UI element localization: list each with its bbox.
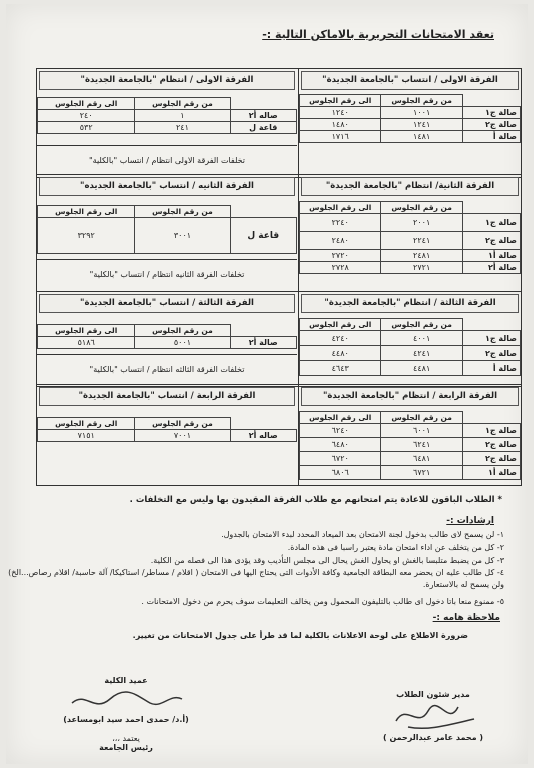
instruction-item: ٢- كل من يتخلف عن اداء امتحان مادة يعتبر راسبا فى هذه المادة. (287, 543, 504, 552)
table-row (300, 361, 521, 376)
year-2-block (36, 174, 522, 292)
to-cell: ٦٢٤٠ (300, 424, 381, 438)
col-from-header: من رقم الجلوس (381, 95, 462, 107)
affairs-title: مدير شئون الطلاب (396, 690, 470, 699)
year-4-block (36, 384, 522, 486)
to-cell: ٦٤٨٠ (300, 438, 381, 452)
room-cell: صالة ج٢ (462, 438, 520, 452)
seating-table (37, 97, 297, 134)
student-affairs-signature (368, 690, 498, 742)
to-cell: ٢٧٢٨ (300, 262, 381, 274)
from-cell: ١ (135, 110, 230, 122)
notes-section (6, 494, 528, 642)
room-cell: صالة أ١ (462, 466, 520, 480)
affairs-name: ( محمد عامر عبدالرحمن ) (383, 733, 483, 742)
to-cell: ٧١٥١ (38, 430, 135, 442)
to-cell: ٥٣٢ (38, 122, 135, 134)
year-1-block (36, 68, 522, 178)
dean-name: (أ.د/ حمدى احمد سيد ابومساعد) (63, 715, 189, 724)
year-2-regular-section (298, 175, 521, 291)
table-row (38, 337, 297, 349)
col-from-header: من رقم الجلوس (135, 325, 230, 337)
table-row (300, 438, 521, 452)
seating-table (37, 324, 297, 349)
dean-signature (46, 676, 206, 752)
table-row (38, 110, 297, 122)
room-cell: صالة ج٢ (462, 346, 520, 361)
from-cell: ٤٤٨١ (381, 361, 462, 376)
from-cell: ١٤٨١ (381, 131, 462, 143)
col-to-header: الى رقم الجلوس (38, 98, 135, 110)
table-row (300, 424, 521, 438)
col-to-header: الى رقم الجلوس (38, 325, 135, 337)
col-to-header: الى رقم الجلوس (38, 418, 135, 430)
section-header: الفرقة الثالثة / انتظام "بالجامعة الجديدة" (301, 294, 519, 313)
instruction-item: ٤- كل طالب عليه ان يحضر معه البطاقة الجامعية وكافة الأدوات التى يحتاج اليها فى الامتحان ( اقلام / مساطر/ استاكيكا/ آلة حاسبة/ اقلام رصاص...الخ) ولن يسمح له بالاستعارة. (8, 568, 504, 589)
from-cell: ٢٤١ (135, 122, 230, 134)
remaining-students-note: * الطلاب الباقون للاعادة يتم امتحانهم مع طلاب الفرقة المقيدون بها وليس مع التخلفات . (129, 495, 502, 505)
table-header-row (38, 325, 297, 337)
table-row (300, 107, 521, 119)
from-cell: ١٢٤١ (381, 119, 462, 131)
seating-table (299, 411, 521, 480)
to-cell: ٢٢٤٠ (300, 214, 381, 232)
seating-table (299, 318, 521, 376)
to-cell: ٥١٨٦ (38, 337, 135, 349)
section-header: الفرقة الرابعة / انتظام "بالجامعة الجديدة" (301, 387, 519, 406)
section-header: الفرقة الثالثة / انتساب "بالجامعة الجديدة" (39, 294, 295, 313)
from-cell: ٤٢٤١ (381, 346, 462, 361)
room-cell: قاعة ل (230, 122, 297, 134)
president-title: رئيس الجامعة (99, 743, 153, 752)
table-row (38, 218, 297, 254)
to-cell: ٦٧٢٠ (300, 452, 381, 466)
document-page (6, 4, 528, 764)
section-header: الفرقة الرابعة / انتساب "بالجامعة الجديدة" (39, 387, 295, 406)
to-cell: ١٤٨٠ (300, 119, 381, 131)
table-row (300, 262, 521, 274)
room-cell: صاله أ٢ (230, 430, 297, 442)
col-to-header: الى رقم الجلوس (300, 412, 381, 424)
from-cell: ١٠٠١ (381, 107, 462, 119)
table-header-row (38, 206, 297, 218)
carryover-note: تخلفات الفرقة الاولى انتظام / انتساب "بالكلية" (37, 145, 297, 176)
seating-table (37, 205, 297, 254)
from-cell: ٥٠٠١ (135, 337, 230, 349)
year-2-external-section (37, 175, 297, 291)
to-cell: ٣٢٩٢ (38, 218, 135, 254)
approval-text: يعتمد ،،، (112, 734, 140, 743)
col-from-header: من رقم الجلوس (381, 412, 462, 424)
room-cell: صالة ج٢ (462, 452, 520, 466)
instruction-item: ٣- كل من يضبط متلبسا بالغش او يحاول الغش يحال الى مجلس التأديب وقد يؤدى هذا الى فصله من الكلية. (150, 556, 504, 565)
to-cell: ١٧١٦ (300, 131, 381, 143)
handwritten-signature (388, 699, 478, 733)
page-title: تعقد الامتحانات التحريرية بالاماكن التالية :- (262, 28, 494, 41)
to-cell: ٤٦٤٣ (300, 361, 381, 376)
room-cell: صالة أ٢ (230, 337, 297, 349)
seating-table (37, 417, 297, 442)
col-to-header: الى رقم الجلوس (300, 95, 381, 107)
table-row (38, 122, 297, 134)
col-from-header: من رقم الجلوس (381, 202, 462, 214)
important-heading: ملاحظة هامه :- (432, 613, 500, 623)
to-cell: ٤٤٨٠ (300, 346, 381, 361)
year-3-block (36, 291, 522, 387)
table-row (300, 466, 521, 480)
to-cell: ٦٨٠٦ (300, 466, 381, 480)
instructions-heading: ارشادات :- (446, 516, 494, 526)
to-cell: ٢٤٨٠ (300, 232, 381, 250)
section-header: الفرقة الاولى / انتساب "بالجامعة الجديدة" (301, 71, 519, 90)
col-from-header: من رقم الجلوس (135, 98, 230, 110)
table-header-row (38, 98, 297, 110)
room-cell: قاعة ل (230, 218, 297, 254)
from-cell: ٢٧٢١ (381, 262, 462, 274)
room-cell: صالة ج١ (462, 424, 520, 438)
table-row (300, 119, 521, 131)
table-row (300, 214, 521, 232)
room-cell: صالة ج١ (462, 107, 520, 119)
from-cell: ٦٢٤١ (381, 438, 462, 452)
to-cell: ٢٧٢٠ (300, 250, 381, 262)
room-cell: صالة أ٢ (462, 262, 520, 274)
room-cell: صاله أ٢ (230, 110, 297, 122)
from-cell: ٤٠٠١ (381, 331, 462, 346)
carryover-note: تخلفات الفرقة الثالثه انتظام / انتساب "بالكلية" (37, 354, 297, 385)
instruction-item: ٥- ممنوع منعا باتا دخول اى طالب بالتليفون المحمول ومن يخالف التعليمات سوف يحرم من دخول الامتحانات . (141, 597, 504, 606)
col-to-header: الى رقم الجلوس (300, 202, 381, 214)
room-cell: صالة ج٢ (462, 119, 520, 131)
table-row (300, 346, 521, 361)
table-row (300, 232, 521, 250)
from-cell: ٧٠٠١ (135, 430, 230, 442)
table-row (300, 452, 521, 466)
room-cell: صالة أ١ (462, 250, 520, 262)
table-row (300, 331, 521, 346)
handwritten-signature (66, 685, 186, 715)
section-header: الفرقة الثانية/ انتظام "بالجامعة الجديدة" (301, 177, 519, 196)
from-cell: ٣٠٠١ (135, 218, 230, 254)
section-header: الفرقة الاولى / انتظام "بالجامعة الجديدة" (39, 71, 295, 90)
to-cell: ١٢٤٠ (300, 107, 381, 119)
to-cell: ٢٤٠ (38, 110, 135, 122)
room-cell: صالة ج١ (462, 214, 520, 232)
room-cell: صالة أ (462, 361, 520, 376)
from-cell: ٦٤٨١ (381, 452, 462, 466)
year-3-regular-section (298, 292, 521, 386)
seating-table (299, 94, 521, 143)
year-1-external-section (37, 69, 297, 177)
room-cell: صالة ج٢ (462, 232, 520, 250)
table-row (300, 131, 521, 143)
col-from-header: من رقم الجلوس (381, 319, 462, 331)
year-1-regular-section (298, 69, 521, 177)
table-header-row (300, 412, 521, 424)
from-cell: ٦٧٢١ (381, 466, 462, 480)
table-row (300, 250, 521, 262)
important-note: ضرورة الاطلاع على لوحة الاعلانات بالكلية لما قد طرأ على جدول الامتحانات من تغيير. (132, 631, 468, 640)
col-to-header: الى رقم الجلوس (300, 319, 381, 331)
table-row (38, 430, 297, 442)
from-cell: ٢٠٠١ (381, 214, 462, 232)
col-to-header: الى رقم الجلوس (38, 206, 135, 218)
from-cell: ٢٢٤١ (381, 232, 462, 250)
instruction-item: ١- لن يسمح لاى طالب بدخول لجنة الامتحان بعد الميعاد المحدد لبدء الامتحان بالجدول. (221, 530, 504, 539)
table-header-row (300, 202, 521, 214)
col-from-header: من رقم الجلوس (135, 418, 230, 430)
seating-table (299, 201, 521, 274)
table-header-row (300, 319, 521, 331)
room-cell: صالة ج١ (462, 331, 520, 346)
dean-title: عميد الكلية (104, 676, 148, 685)
col-from-header: من رقم الجلوس (135, 206, 230, 218)
to-cell: ٤٢٤٠ (300, 331, 381, 346)
year-4-external-section (37, 385, 297, 485)
section-header: الفرقة الثانيه / انتساب "بالجامعة الجديده" (39, 177, 295, 196)
room-cell: صالة أ (462, 131, 520, 143)
from-cell: ٢٤٨١ (381, 250, 462, 262)
year-3-external-section (37, 292, 297, 386)
carryover-note: تخلفات الفرقة الثانيه انتظام / انتساب "بالكلية" (37, 259, 297, 290)
from-cell: ٦٠٠١ (381, 424, 462, 438)
table-header-row (38, 418, 297, 430)
table-header-row (300, 95, 521, 107)
year-4-regular-section (298, 385, 521, 485)
